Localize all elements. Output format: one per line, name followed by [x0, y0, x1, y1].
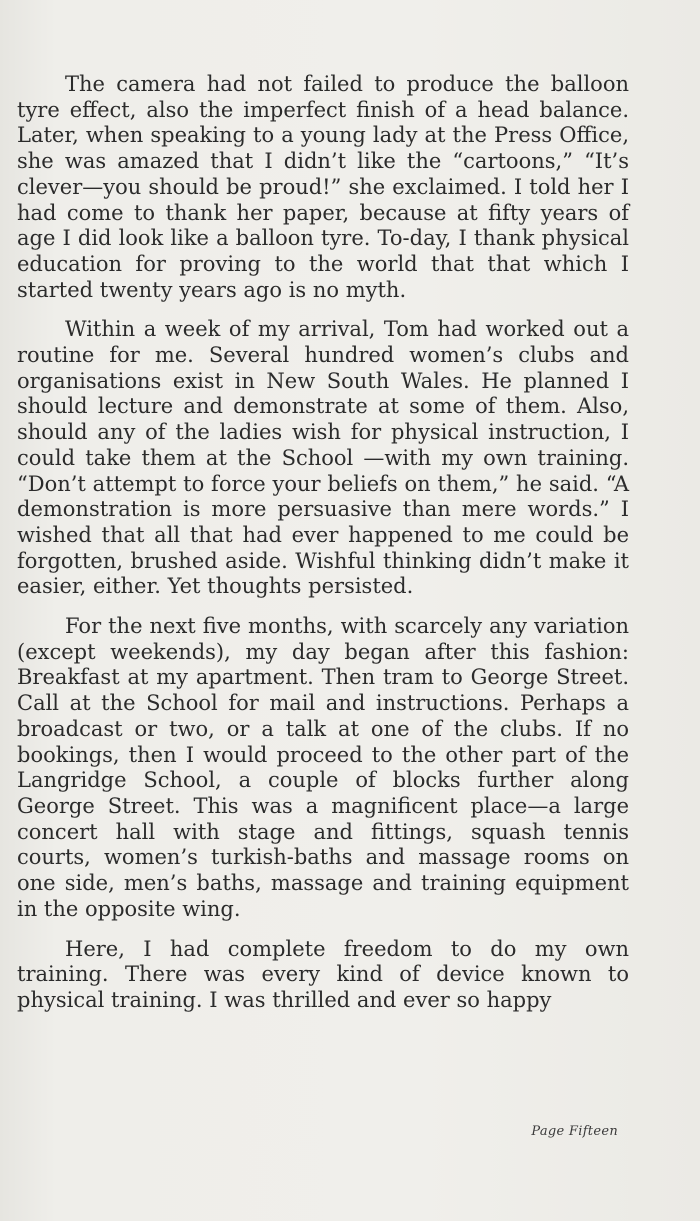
body-text — [17, 72, 629, 1014]
paragraph-3: For the next five months, with scarcely any variation (except weekends), my day began after this fashion: Breakfast at my apartment. Then tram to George Street. Call at the School for mail and instructions. Perhaps a broadcast or two, or a talk at one of the clubs. If no bookings, then I would proceed to the other part of the Langridge School, a couple of blocks further along George Street. This was a magnificent place—a large concert hall with stage and fittings, squash tennis courts, women’s turkish-baths and massage rooms on one side, men’s baths, massage and training equipment in the opposite wing. — [17, 614, 629, 921]
paragraph-1: The camera had not failed to produce the balloon tyre effect, also the imperfect finish of a head balance. Later, when speaking to a young lady at the Press Office, she was amazed that I didn’t like the “cartoons,” “It’s clever—you should be proud!” she exclaimed. I told her I had come to thank her paper, because at fifty years of age I did look like a balloon tyre. To-day, I thank physical education for proving to the world that that which I started twenty years ago is no myth. — [17, 72, 629, 302]
paragraph-2: Within a week of my arrival, Tom had worked out a routine for me. Several hundred women’s clubs and organisations exist in New South Wales. He planned I should lecture and demonstrate at some of them. Also, should any of the ladies wish for physical instruction, I could take them at the School —with my own training. “Don’t attempt to force your beliefs on them,” he said. “A demonstration is more persuasive than mere words.” I wished that all that had ever happened to me could be forgotten, brushed aside. Wishful thinking didn’t make it easier, either. Yet thoughts persisted. — [17, 317, 629, 599]
page-number: Page Fifteen — [531, 1124, 618, 1139]
paragraph-4: Here, I had complete freedom to do my own training. There was every kind of device known to physical training. I was thrilled and ever so happy — [17, 936, 629, 1012]
